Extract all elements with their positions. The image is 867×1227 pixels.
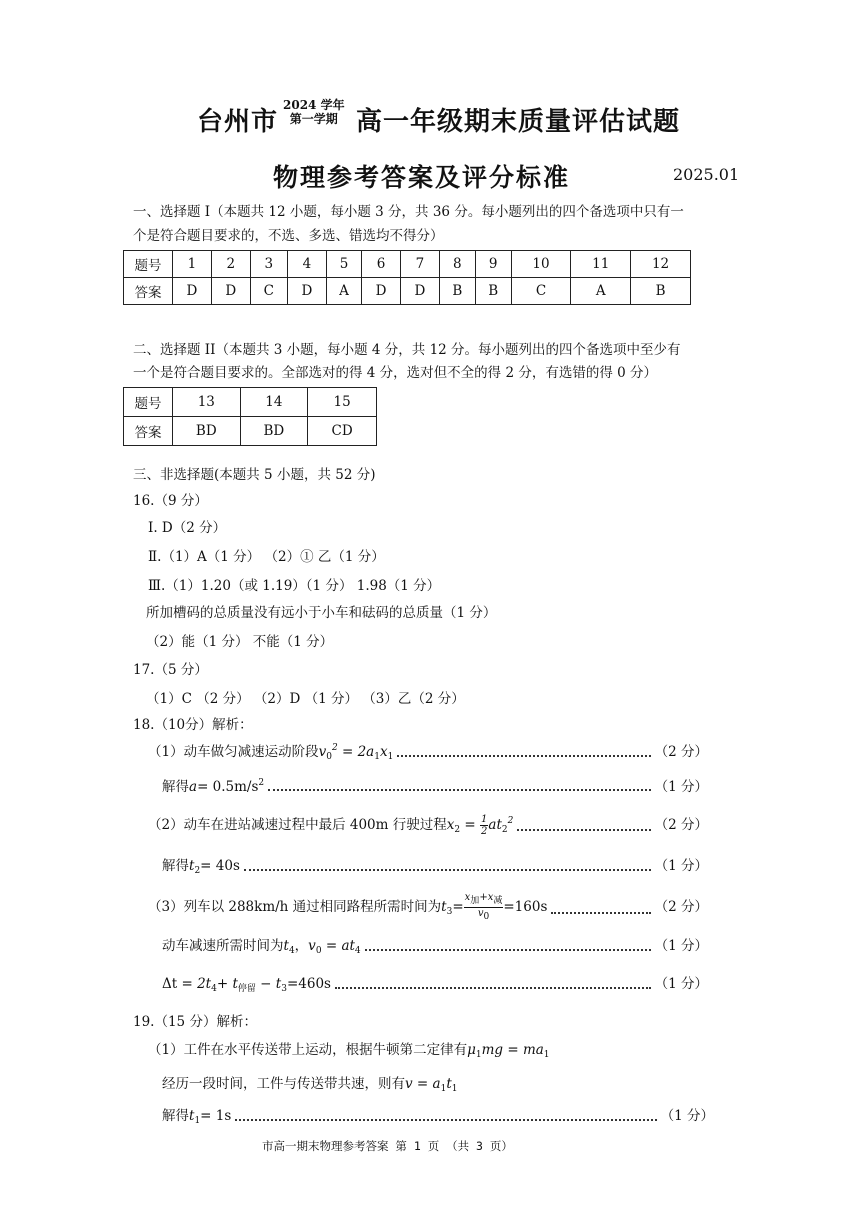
q17-answers: （1）C （2 分） （2）D （1 分） （3）乙（2 分） (146, 691, 465, 707)
q19-line2-formula: $v = a_1t_1$ (405, 1076, 458, 1094)
table-row-label: 题号 (124, 388, 173, 417)
q18-step1-formula: $v_0^2 = 2a_1x_1$ (318, 743, 394, 762)
q19-line3 (162, 1104, 714, 1126)
q19-line2-text: 经历一段时间，工件与传送带共速，则有 (162, 1076, 405, 1092)
q18-step5-formula: $t_3=$ $\frac{\text{x加+x减}}{v0}$ (441, 892, 503, 922)
q18-step4-text: 解得 (162, 858, 189, 874)
table-cell: D (211, 278, 250, 305)
table-cell: 12 (631, 251, 691, 278)
table-cell: 4 (287, 251, 326, 278)
q18-step6-text: 动车减速所需时间为 (162, 938, 284, 954)
q18-step7-score: （1 分） (654, 976, 708, 992)
table-cell: 14 (240, 388, 308, 417)
q18-step2-text: 解得 (162, 779, 189, 795)
table-cell: BD (240, 417, 308, 446)
date: 2025.01 (673, 165, 740, 184)
q19-line3-text: 解得 (162, 1108, 189, 1124)
table-cell: C (511, 278, 571, 305)
q18-step2 (162, 775, 708, 795)
table-row-numbers (124, 251, 691, 278)
q18-step3-formula: $x_2$ = $\frac{1}{2}$ $at_2^2$ (446, 814, 514, 837)
sub-tingliu: 停留 (237, 984, 256, 994)
q18-step5 (148, 892, 708, 923)
q16-title: 16.（9 分） (133, 493, 208, 509)
table-row-label: 答案 (124, 417, 173, 446)
q18-step5-result: =160s (503, 899, 548, 915)
q16-part3-sub2: （2）能（1 分） 不能（1 分） (146, 634, 334, 650)
q18-step6-score: （1 分） (654, 938, 708, 954)
q18-step1-text: （1）动车做匀减速运动阶段 (148, 744, 319, 760)
table-cell: A (326, 278, 361, 305)
table-cell: D (287, 278, 326, 305)
q19-line3-formula: $t_1$ (189, 1108, 201, 1126)
q18-step3 (148, 813, 708, 837)
section1-answer-table (123, 250, 691, 305)
leader-dots (235, 1119, 656, 1121)
section2-heading-line1: 二、选择题 II（本题共 3 小题，每小题 4 分，共 12 分。每小题列出的四个备选项中至少有 (133, 342, 681, 358)
q18-step6-formula: $t_4$，$v_0 = at_4$ (283, 938, 361, 956)
table-cell: B (475, 278, 511, 305)
table-cell: BD (173, 417, 241, 446)
q18-step4-value: = 40s (200, 858, 240, 874)
table-cell: CD (308, 417, 377, 446)
header-year-stack (283, 98, 345, 126)
table-cell: 2 (211, 251, 250, 278)
section1-heading-line1: 一、选择题 I（本题共 12 小题，每小题 3 分，共 36 分。每小题列出的四个备选项中只有一 (133, 204, 684, 220)
q19-line3-value: = 1s (200, 1108, 232, 1124)
sub-jian: 减 (493, 896, 503, 906)
q18-step7 (162, 972, 708, 994)
page-title: 物理参考答案及评分标准 (273, 163, 571, 192)
q18-step4-score: （1 分） (654, 858, 708, 874)
table-cell: B (439, 278, 475, 305)
leader-dots (517, 829, 650, 831)
q18-title: 18.（10分）解析： (133, 717, 253, 733)
page-footer: 市高一期末物理参考答案 第 1 页 （共 3 页） (262, 1139, 513, 1153)
q18-step7-formula: $\Delta t = 2t_4+ t_{停留} - t_3=460s$ (162, 976, 331, 994)
table-cell: 13 (173, 388, 241, 417)
q17-title: 17.（5 分） (133, 662, 208, 678)
table-cell: 6 (362, 251, 401, 278)
table-cell: D (173, 278, 212, 305)
table-cell: 5 (326, 251, 361, 278)
table-cell: 3 (250, 251, 287, 278)
q18-step4-formula: $t_2$ (189, 858, 201, 876)
q19-line3-score: （1 分） (660, 1108, 714, 1124)
leader-dots (397, 755, 650, 757)
section2-heading-line2: 一个是符合题目要求的。全部选对的得 4 分，选对但不全的得 2 分，有选错的得 0 分） (133, 365, 658, 381)
q18-step1-score: （2 分） (654, 744, 708, 760)
leader-dots (244, 869, 651, 871)
q18-step5-text: （3）列车以 288km/h 通过相同路程所需时间为 (148, 899, 442, 915)
q18-step3-text: （2）动车在进站减速过程中最后 400m 行驶过程 (148, 817, 447, 833)
q18-step3-score: （2 分） (654, 817, 708, 833)
table-row-numbers (124, 388, 377, 417)
q16-part3: Ⅲ.（1）1.20（或 1.19）（1 分） 1.98（1 分） (148, 578, 441, 594)
table-cell: 15 (308, 388, 377, 417)
q18-step4 (162, 854, 708, 876)
table-cell: D (362, 278, 401, 305)
table-cell: 8 (439, 251, 475, 278)
table-cell: B (631, 278, 691, 305)
q18-step2-formula: a (189, 779, 198, 795)
leader-dots (335, 987, 651, 989)
q18-step2-value: = $0.5m/s^2$ (197, 778, 265, 795)
q18-step5-score: （2 分） (654, 899, 708, 915)
section1-heading-line2: 个是符合题目要求的，不选、多选、错选均不得分） (133, 228, 444, 244)
q19-line1-text: （1）工件在水平传送带上运动，根据牛顿第二定律有 (148, 1042, 468, 1058)
exam-title: 高一年级期末质量评估试题 (356, 107, 681, 137)
table-row-label: 答案 (124, 278, 173, 305)
q16-part1: Ⅰ. D（2 分） (148, 520, 227, 536)
section2-answer-table (123, 387, 377, 446)
table-cell: D (401, 278, 440, 305)
q19-line1 (148, 1038, 550, 1060)
q16-part2: Ⅱ.（1）A（1 分） （2）① 乙（1 分） (148, 549, 385, 565)
table-cell: 10 (511, 251, 571, 278)
header-city: 台州市 (197, 107, 279, 137)
table-cell: 9 (475, 251, 511, 278)
table-row-answers (124, 278, 691, 305)
table-row-answers (124, 417, 377, 446)
section3-heading: 三、非选择题(本题共 5 小题，共 52 分) (133, 467, 376, 483)
leader-dots (365, 949, 651, 951)
table-cell: 7 (401, 251, 440, 278)
leader-dots (268, 789, 650, 791)
table-cell: 11 (571, 251, 631, 278)
q19-line2 (162, 1072, 457, 1094)
table-cell: A (571, 278, 631, 305)
q16-part3-reason: 所加槽码的总质量没有远小于小车和砝码的总质量（1 分） (146, 605, 497, 621)
q19-line1-formula: $\mu_1mg = ma_1$ (467, 1042, 550, 1060)
sub-jia: 加 (470, 896, 480, 906)
q18-step1 (148, 740, 708, 762)
q19-title: 19.（15 分）解析： (133, 1014, 257, 1030)
table-row-label: 题号 (124, 251, 173, 278)
q18-step6 (162, 934, 708, 956)
table-cell: C (250, 278, 287, 305)
table-cell: 1 (173, 251, 212, 278)
header-year-line2: 第一学期 (289, 112, 338, 126)
leader-dots (551, 912, 650, 914)
header-year-line1: 2024 学年 (283, 98, 345, 112)
q18-step2-score: （1 分） (654, 779, 708, 795)
